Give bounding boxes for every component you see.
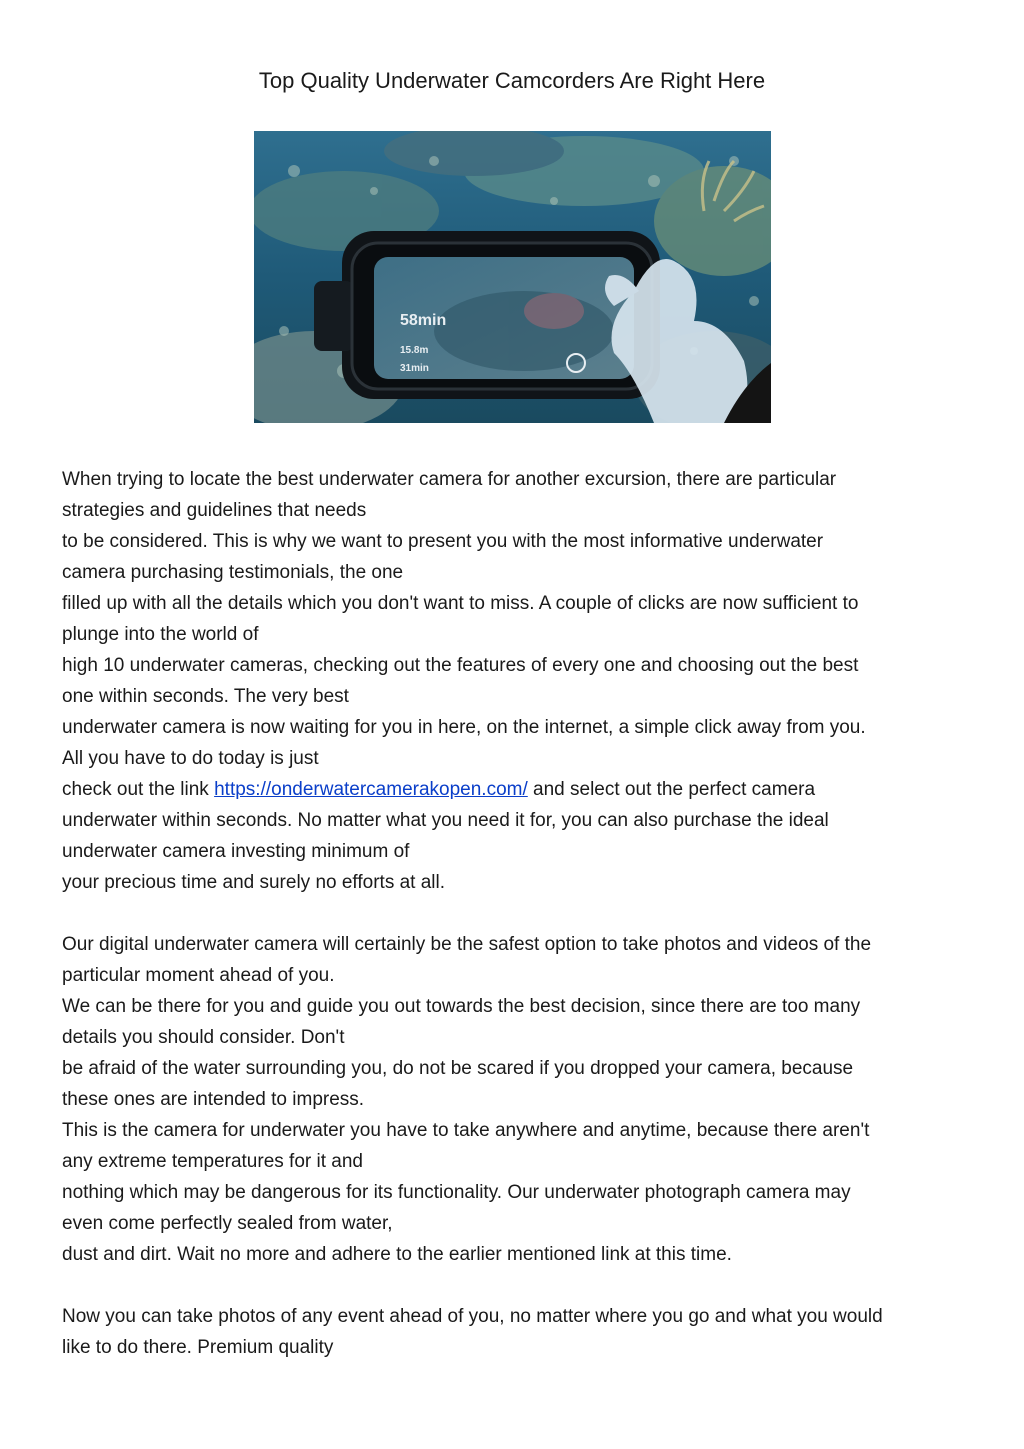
text-line: plunge into the world of xyxy=(62,624,259,645)
svg-text:31min: 31min xyxy=(400,363,429,374)
svg-text:58min: 58min xyxy=(400,312,447,329)
text-line: filled up with all the details which you don't want to miss. A couple of clicks are now sufficient to xyxy=(62,593,859,614)
text-line: camera purchasing testimonials, the one xyxy=(62,562,404,583)
text-line: one within seconds. The very best xyxy=(62,686,349,707)
paragraph-1 xyxy=(62,464,962,898)
page-title: Top Quality Underwater Camcorders Are Right Here xyxy=(258,68,766,93)
text-line: Now you can take photos of any event ahead of you, no matter where you go and what you would xyxy=(62,1306,883,1327)
text-line: Our digital underwater camera will certainly be the safest option to take photos and videos of the xyxy=(62,934,872,955)
text-line: All you have to do today is just xyxy=(62,748,319,769)
link-prefix: check out the link xyxy=(62,779,215,800)
underwater-camera-photo xyxy=(254,131,771,423)
text-line: details you should consider. Don't xyxy=(62,1027,345,1048)
text-line: like to do there. Premium quality xyxy=(62,1337,334,1358)
text-line: these ones are intended to impress. xyxy=(62,1089,365,1110)
article-body xyxy=(62,464,962,1394)
svg-text:15.8m: 15.8m xyxy=(400,345,429,356)
store-link[interactable]: https://onderwatercamerakopen.com/ xyxy=(214,779,528,800)
link-suffix: and select out the perfect camera xyxy=(527,779,816,800)
text-line: When trying to locate the best underwater camera for another excursion, there are particular xyxy=(62,469,837,490)
text-line: any extreme temperatures for it and xyxy=(62,1151,363,1172)
text-line: high 10 underwater cameras, checking out the features of every one and choosing out the best xyxy=(62,655,859,676)
text-line: nothing which may be dangerous for its functionality. Our underwater photograph camera may xyxy=(62,1182,851,1203)
text-line: underwater camera is now waiting for you in here, on the internet, a simple click away from you. xyxy=(62,717,866,738)
text-line: underwater within seconds. No matter what you need it for, you can also purchase the ideal xyxy=(62,810,829,831)
text-line: This is the camera for underwater you have to take anywhere and anytime, because there aren't xyxy=(62,1120,870,1141)
text-line: your precious time and surely no efforts at all. xyxy=(62,872,446,893)
text-line: particular moment ahead of you. xyxy=(62,965,335,986)
text-line: to be considered. This is why we want to present you with the most informative underwater xyxy=(62,531,824,552)
paragraph-2 xyxy=(62,929,962,1270)
text-line: underwater camera investing minimum of xyxy=(62,841,410,862)
paragraph-3 xyxy=(62,1301,962,1363)
text-line: even come perfectly sealed from water, xyxy=(62,1213,393,1234)
text-line: strategies and guidelines that needs xyxy=(62,500,367,521)
text-line-with-link xyxy=(62,774,962,805)
text-line: dust and dirt. Wait no more and adhere to the earlier mentioned link at this time. xyxy=(62,1244,732,1265)
text-line: be afraid of the water surrounding you, do not be scared if you dropped your camera, because xyxy=(62,1058,854,1079)
text-line: We can be there for you and guide you out towards the best decision, since there are too many xyxy=(62,996,861,1017)
